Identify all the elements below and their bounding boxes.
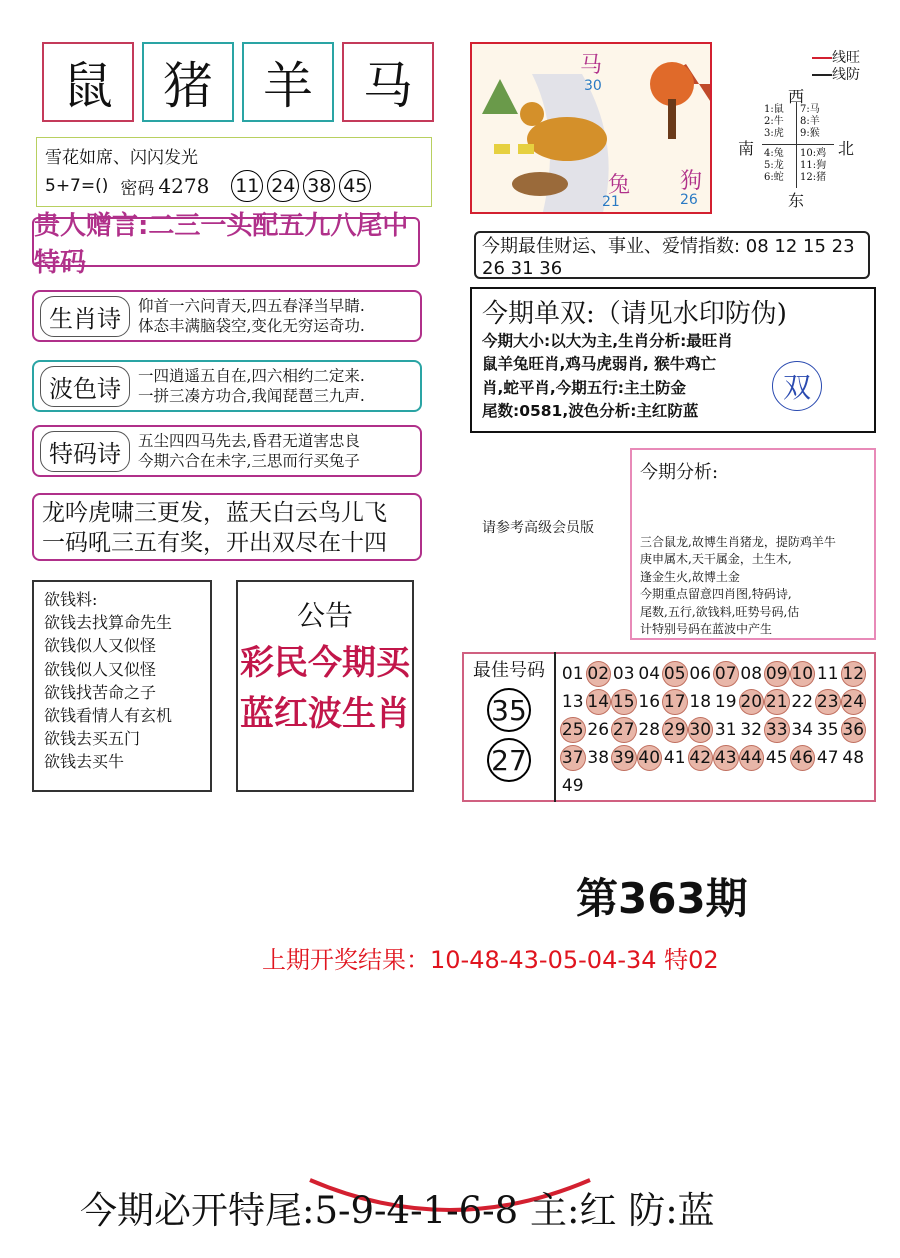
grid-number: 41 [663,748,686,768]
grid-number: 21 [764,689,790,715]
analysis-line: 计特别号码在蓝波中产生 [640,621,773,636]
best-numbers [464,652,556,802]
refer-note: 请参考高级会员版 [482,520,594,536]
grid-number: 19 [714,692,737,712]
illus-label-dog: 狗 [680,169,703,194]
money-riddles [32,580,212,792]
grid-number: 04 [638,664,661,684]
compass-vertical-line [796,102,797,188]
grid-number: 40 [637,745,663,771]
grid-number: 42 [688,745,714,771]
best-index-line: 今期最佳财运、事业、爱情指数: 08 12 15 23 26 31 36 [474,231,870,279]
riddle-equation: 5+7=() [45,176,109,196]
compass-group: 7:马 8:羊 9:猴 [800,104,820,139]
grid-number: 37 [560,745,586,771]
poem-line: 体态丰满脑袋空,变化无穷运奇功. [138,317,365,335]
zodiac-box-goat: 羊 [242,42,334,122]
long-poem-line: 龙吟虎啸三更发，蓝天白云鸟儿飞 [42,500,387,526]
zodiac-box-pig: 猪 [142,42,234,122]
compass-group: 10:鸡 11:狗 12:猪 [800,148,827,183]
grid-number: 33 [764,717,790,743]
grid-number: 02 [586,661,612,687]
zodiac-box-rat: 鼠 [42,42,134,122]
compass-east: 东 [788,191,805,210]
money-title: 欲钱料: [44,590,98,609]
illus-num-dog: 26 [680,192,698,208]
legend-black-line [812,74,832,76]
grid-number: 26 [587,720,610,740]
compass-horizontal-line [762,144,834,145]
compass-south: 南 [738,139,755,158]
money-item: 欲钱似人又似怪 [44,659,157,679]
riddle-box [36,137,432,207]
legend-red-line [812,57,832,59]
period-title: 第363期 [576,874,748,923]
illus-label-rabbit: 兔 [608,173,631,198]
grid-number: 32 [740,720,763,740]
poem-line: 仰首一六问青天,四五春泽当早睛. [138,296,365,315]
grid-number: 30 [688,717,714,743]
analysis-line: 逢金生火,故博土金 [640,569,740,584]
grid-number: 38 [587,748,610,768]
illus-num-rabbit: 21 [602,194,620,210]
compass-west: 西 [788,87,805,106]
grid-number: 10 [790,661,816,687]
grid-number: 08 [740,664,763,684]
best-number: 35 [487,688,531,732]
special-poem [32,425,422,477]
grid-number: 09 [764,661,790,687]
best-number: 27 [487,738,531,782]
grid-number: 01 [561,664,584,684]
grid-number: 45 [765,748,788,768]
grid-number: 49 [561,776,584,796]
best-label: 最佳号码 [473,660,545,681]
poem-line: 今期六合在未字,三思而行买兔子 [138,452,360,470]
grid-number: 20 [739,689,765,715]
grid-number: 12 [841,661,867,687]
notice-line: 蓝红波生肖 [240,693,410,734]
legend-label: 线防 [832,66,860,83]
code-value: 4278 [158,174,210,198]
grid-number: 17 [662,689,688,715]
grid-number: 25 [560,717,586,743]
grid-number: 47 [816,748,839,768]
grid-number: 34 [791,720,814,740]
grid-number: 11 [816,664,839,684]
grid-number: 48 [842,748,865,768]
money-item: 欲钱去买牛 [44,752,125,772]
grid-number: 07 [713,661,739,687]
grid-number: 13 [561,692,584,712]
grid-number: 05 [662,661,688,687]
compass-north: 北 [838,139,855,158]
money-item: 欲钱看情人有玄机 [44,705,173,725]
poem-line: 一四逍遥五自在,四六相约二定来. [138,366,365,385]
grid-number: 31 [714,720,737,740]
poem-line: 一拼三凑方功合,我闻琵琶三九声. [138,387,365,405]
grid-number: 06 [689,664,712,684]
notice-box [236,580,414,792]
grid-number: 15 [611,689,637,715]
zodiac-poem [32,290,422,342]
illus-num-horse: 30 [584,78,602,94]
zodiac-illustration [470,42,712,214]
illus-label-horse: 马 [580,53,603,78]
grid-number: 22 [791,692,814,712]
grid-number: 43 [713,745,739,771]
long-poem-line: 一码吼三五有奖，开出双尽在十四 [42,529,387,556]
analysis-line: 尾数,五行,欲钱料,旺势号码,估 [640,604,800,619]
grid-number: 24 [841,689,867,715]
analysis-box [630,448,876,640]
poem-label: 波色诗 [40,366,130,407]
zodiac-box-horse: 马 [342,42,434,122]
analysis-line: 三合鼠龙,故博生肖猪龙，提防鸡羊牛 [640,535,836,549]
analysis-line: 今期重点留意四肖图,特码诗, [640,587,792,602]
grid-number: 35 [816,720,839,740]
long-poem [32,493,422,561]
money-item: 欲钱似人又似怪 [44,636,157,656]
zodiac-compass [738,84,868,214]
odd-even-line: 肖,蛇平肖,今期五行:主土防金 [482,378,686,397]
grid-number: 18 [689,692,712,712]
code-label: 密码 [120,178,155,199]
color-poem [32,360,422,412]
poem-line: 五尘四四马先去,昏君无道害忠良 [138,431,360,450]
watermark-stamp: 双 [772,361,822,411]
poem-label: 特码诗 [40,431,130,472]
grid-number: 29 [662,717,688,743]
compass-group: 1:鼠 2:牛 3:虎 [764,104,784,139]
grid-number: 28 [638,720,661,740]
riddle-number: 24 [267,170,299,202]
odd-even-line: 尾数:0581,波色分析:主红防蓝 [482,401,699,420]
money-item: 欲钱去买五门 [44,729,141,749]
odd-even-line: 今期大小:以大为主,生肖分析:最旺肖 [482,332,733,350]
grid-number: 16 [638,692,661,712]
odd-even-box [470,287,876,433]
notice-line: 彩民今期买 [240,643,410,683]
analysis-title: 今期分析: [640,462,719,483]
number-grid [560,660,874,800]
grid-number: 46 [790,745,816,771]
grid-number: 14 [586,689,612,715]
line-legend [812,50,860,84]
poem-label: 生肖诗 [40,296,130,337]
money-item: 欲钱去找算命先生 [44,613,173,633]
odd-even-line: 鼠羊兔旺肖,鸡马虎弱肖, 猴牛鸡亡 [482,355,717,374]
analysis-line: 庚申属木,天干属金，土生木, [640,552,792,567]
gift-banner: 贵人赠言:二三一头配五九八尾中特码 [32,217,420,267]
riddle-line: 雪花如席、闪闪发光 [45,148,198,168]
grid-number: 23 [815,689,841,715]
grid-number: 27 [611,717,637,743]
grid-number: 44 [739,745,765,771]
riddle-number: 38 [303,170,335,202]
notice-title: 公告 [296,599,353,632]
grid-number: 03 [612,664,635,684]
bottom-line: 今期必开特尾:5-9-4-1-6-8 主:红 防:蓝 [80,1189,715,1232]
last-result: 上期开奖结果：10-48-43-05-04-34 特02 [262,946,719,974]
odd-even-header: 今期单双:（请见水印防伪) [482,299,787,329]
riddle-number: 45 [339,170,371,202]
money-item: 欲钱找苦命之子 [44,682,157,702]
compass-group: 4:兔 5:龙 6:蛇 [764,148,784,183]
riddle-number: 11 [231,170,263,202]
legend-label: 线旺 [832,50,860,66]
grid-number: 36 [841,717,867,743]
grid-number: 39 [611,745,637,771]
